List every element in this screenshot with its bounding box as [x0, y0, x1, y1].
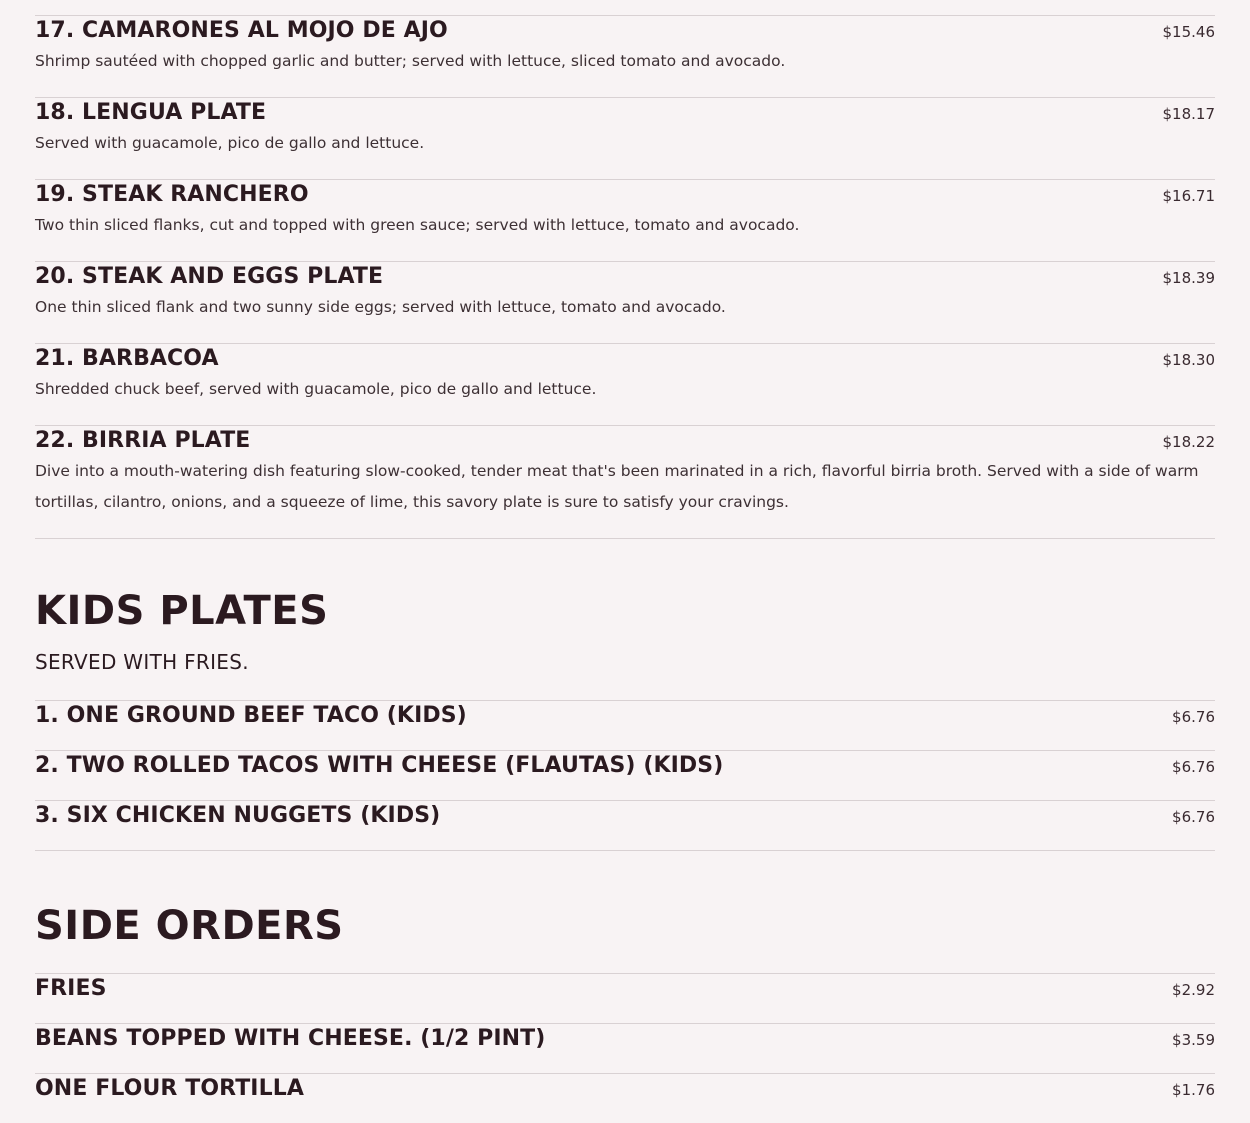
- item-price: $3.59: [1172, 1031, 1215, 1049]
- section-title: KIDS PLATES: [35, 588, 329, 634]
- divider: [35, 538, 1215, 539]
- sides-section: [35, 902, 1215, 950]
- divider: [35, 850, 1215, 851]
- item-price: $18.17: [1162, 105, 1215, 123]
- plates-list: [35, 15, 1215, 539]
- menu-item[interactable]: [35, 97, 1215, 179]
- menu-item[interactable]: [35, 1073, 1215, 1123]
- item-description: Two thin sliced flanks, cut and topped with green sauce; served with lettuce, tomato and avocado.: [35, 216, 800, 234]
- item-name: FRIES: [35, 976, 107, 1001]
- item-price: $16.71: [1162, 187, 1215, 205]
- item-description: Shredded chuck beef, served with guacamole, pico de gallo and lettuce.: [35, 380, 597, 398]
- item-name: ONE FLOUR TORTILLA: [35, 1076, 304, 1101]
- item-price: $18.39: [1162, 269, 1215, 287]
- item-price: $6.76: [1172, 708, 1215, 726]
- sides-list: [35, 973, 1215, 1123]
- item-price: $2.92: [1172, 981, 1215, 999]
- menu-item[interactable]: [35, 800, 1215, 850]
- item-description: Dive into a mouth-watering dish featuring slow-cooked, tender meat that's been marinated in a rich, flavorful birria broth. Served with a side of warm tortillas, cilantro, onions, and a squeeze of lime, this savory plate is sure to satisfy your cravings.: [35, 462, 1199, 511]
- item-price: $18.22: [1162, 433, 1215, 451]
- kids-section: [35, 587, 1215, 675]
- item-name: 17. CAMARONES AL MOJO DE AJO: [35, 18, 448, 43]
- item-price: $1.76: [1172, 1081, 1215, 1099]
- section-title: SIDE ORDERS: [35, 903, 344, 949]
- item-description: Served with guacamole, pico de gallo and lettuce.: [35, 134, 425, 152]
- item-name: 19. STEAK RANCHERO: [35, 182, 309, 207]
- item-description: Shrimp sautéed with chopped garlic and butter; served with lettuce, sliced tomato and avocado.: [35, 52, 786, 70]
- item-name: BEANS TOPPED WITH CHEESE. (1/2 PINT): [35, 1026, 546, 1051]
- item-name: 22. BIRRIA PLATE: [35, 428, 251, 453]
- menu-item[interactable]: [35, 700, 1215, 750]
- menu-item[interactable]: [35, 425, 1215, 538]
- menu-item[interactable]: [35, 261, 1215, 343]
- item-name: 21. BARBACOA: [35, 346, 219, 371]
- item-price: $6.76: [1172, 808, 1215, 826]
- menu-item[interactable]: [35, 1023, 1215, 1073]
- menu-item[interactable]: [35, 179, 1215, 261]
- item-price: $18.30: [1162, 351, 1215, 369]
- kids-list: [35, 700, 1215, 851]
- item-name: 18. LENGUA PLATE: [35, 100, 267, 125]
- item-name: 20. STEAK AND EGGS PLATE: [35, 264, 384, 289]
- item-name: 1. ONE GROUND BEEF TACO (KIDS): [35, 703, 467, 728]
- item-price: $6.76: [1172, 758, 1215, 776]
- menu-item[interactable]: [35, 973, 1215, 1023]
- item-price: $15.46: [1162, 23, 1215, 41]
- menu-item[interactable]: [35, 343, 1215, 425]
- item-name: 3. SIX CHICKEN NUGGETS (KIDS): [35, 803, 441, 828]
- item-name: 2. TWO ROLLED TACOS WITH CHEESE (FLAUTAS) (KIDS): [35, 753, 724, 778]
- section-subtitle: SERVED WITH FRIES.: [35, 650, 249, 674]
- item-description: One thin sliced flank and two sunny side eggs; served with lettuce, tomato and avocado.: [35, 298, 726, 316]
- menu-item[interactable]: [35, 15, 1215, 97]
- menu-item[interactable]: [35, 750, 1215, 800]
